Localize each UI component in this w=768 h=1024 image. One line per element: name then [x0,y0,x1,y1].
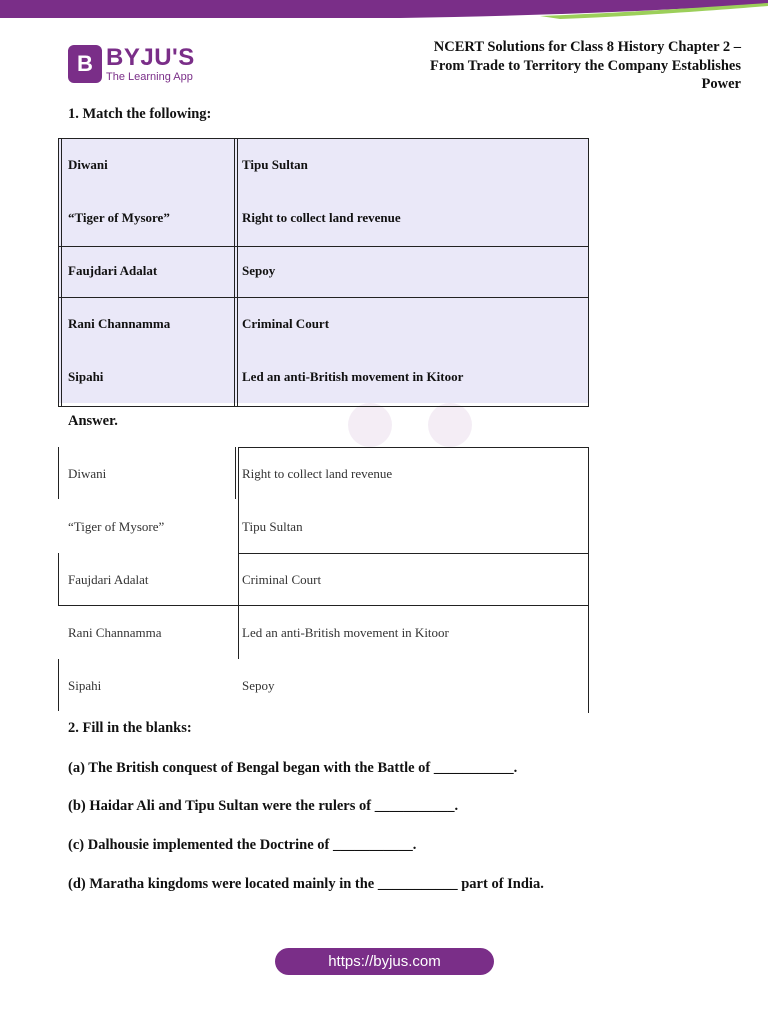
table-cell: Tipu Sultan [234,500,589,553]
table-border [58,406,589,407]
question-1-title: 1. Match the following: [68,106,212,122]
table-cell: Led an anti-British movement in Kitoor [234,606,589,659]
watermark-logo [330,395,550,455]
table-row [58,500,589,553]
table-row [58,138,589,191]
table-border [237,138,238,407]
table-row [58,297,589,350]
table-border [58,605,589,606]
table-border [58,138,589,139]
fill-blank-item: (d) Maratha kingdoms were located mainly in the ___________ part of India. [68,876,544,892]
table-border [588,447,589,713]
title-line: From Trade to Territory the Company Establishes [430,57,741,74]
fill-blank-item: (a) The British conquest of Bengal began with the Battle of ___________. [68,760,518,776]
table-border [588,138,589,407]
table-cell: Right to collect land revenue [234,447,589,500]
table-cell: “Tiger of Mysore” [58,191,234,244]
table-row [58,659,589,712]
table-row [58,606,589,659]
table-border [238,447,239,659]
answer-title: Answer. [68,413,118,429]
table-cell: Criminal Court [234,553,589,606]
fill-blank-item: (b) Haidar Ali and Tipu Sultan were the rulers of ___________. [68,798,459,814]
logo-badge: B [68,45,102,83]
table-row [58,191,589,244]
question-2-title: 2. Fill in the blanks: [68,720,192,736]
table-row [58,350,589,403]
table-border [235,447,236,499]
table-border [58,246,589,247]
table-cell: Led an anti-British movement in Kitoor [234,350,589,403]
table-cell: Diwani [58,138,234,191]
table-border [58,447,59,499]
table-cell: “Tiger of Mysore” [58,500,234,553]
table-cell: Right to collect land revenue [234,191,589,244]
table-cell: Criminal Court [234,297,589,350]
table-border [238,553,589,554]
table-border [61,138,62,407]
table-row [58,447,589,500]
table-cell: Tipu Sultan [234,138,589,191]
table-border [58,659,59,711]
fill-blank-item: (c) Dalhousie implemented the Doctrine of ___________. [68,837,417,853]
table-row [58,244,589,297]
table-cell: Sepoy [234,659,589,712]
table-cell: Rani Channamma [58,606,234,659]
website-link[interactable]: https://byjus.com [275,948,494,975]
logo-tagline: The Learning App [106,70,193,83]
table-cell: Sipahi [58,659,234,712]
table-cell: Sipahi [58,350,234,403]
table-row [58,553,589,606]
table-border [58,297,589,298]
byjus-logo [68,45,195,83]
table-border [58,138,59,407]
answer-table [58,447,589,712]
table-cell: Sepoy [234,244,589,297]
table-border [234,138,235,407]
document-title [341,38,741,94]
table-border [238,447,589,448]
logo-brand: BYJU'S [106,43,195,71]
table-cell: Faujdari Adalat [58,244,234,297]
table-cell: Diwani [58,447,234,500]
title-line: Power [701,76,741,92]
title-line: NCERT Solutions for Class 8 History Chapter 2 – [433,39,741,55]
top-banner-swoosh [0,0,768,20]
table-border [58,553,59,605]
table-cell: Faujdari Adalat [58,553,234,606]
table-cell: Rani Channamma [58,297,234,350]
match-table [58,138,589,403]
